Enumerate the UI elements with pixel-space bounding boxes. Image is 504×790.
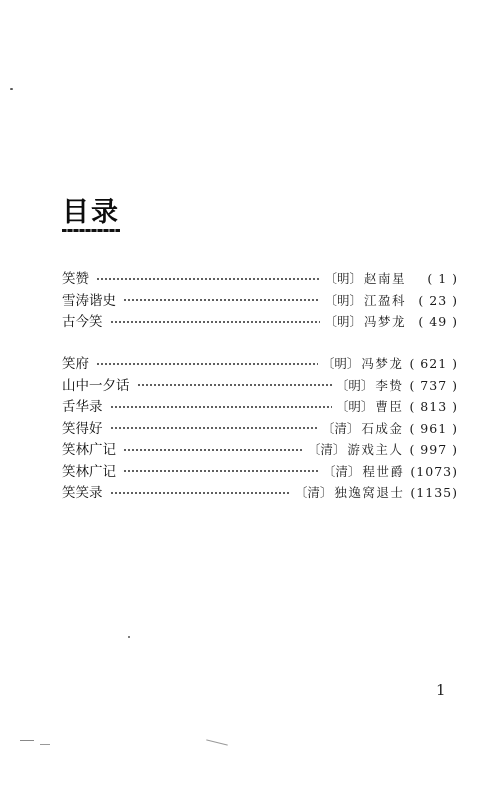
entry-page: ( 737 ) [409, 377, 458, 393]
entry-title: 笑得好 [62, 420, 103, 437]
toc-entry[interactable] [62, 396, 458, 418]
toc-group-1 [62, 268, 458, 333]
entry-dynasty: 〔明〕 [324, 292, 362, 308]
toc-entry[interactable] [62, 268, 458, 290]
entry-dynasty: 〔明〕 [335, 399, 374, 414]
entry-author: 游戏主人 [347, 442, 404, 457]
entry-title: 笑府 [62, 356, 89, 372]
dot-leader [123, 468, 319, 474]
entry-dynasty: 〔清〕 [307, 442, 346, 457]
entry-dynasty: 〔明〕 [324, 271, 362, 286]
scan-speck [20, 740, 34, 741]
entry-title: 古今笑 [62, 314, 103, 330]
dot-leader [110, 425, 318, 431]
dot-leader [123, 447, 304, 453]
entry-dynasty: 〔清〕 [294, 485, 333, 500]
page-title: 目录 [62, 197, 120, 228]
toc-entry[interactable] [62, 461, 458, 483]
entry-author: 曹臣 [375, 399, 404, 414]
entry-title: 笑林广记 [62, 463, 116, 480]
toc-entry[interactable] [62, 418, 458, 440]
entry-page: (1073) [410, 463, 458, 479]
toc-group-2 [62, 353, 458, 504]
scan-speck [10, 88, 13, 90]
dot-leader [96, 276, 320, 282]
entry-title: 笑林广记 [62, 442, 116, 458]
entry-page: (1135) [410, 485, 458, 500]
toc-entry[interactable] [62, 311, 458, 333]
entry-page: ( 961 ) [409, 420, 458, 436]
entry-title: 雪涛谐史 [62, 292, 116, 309]
dot-leader [96, 361, 318, 367]
dot-leader [110, 319, 321, 325]
scan-speck [128, 636, 130, 638]
entry-page: ( 23 ) [418, 292, 458, 308]
toc-entry[interactable] [62, 439, 458, 461]
entry-author: 独逸窝退士 [334, 485, 405, 500]
entry-dynasty: 〔明〕 [321, 356, 360, 371]
entry-dynasty: 〔清〕 [321, 420, 360, 436]
entry-dynasty: 〔清〕 [322, 463, 361, 479]
entry-page: ( 621 ) [409, 356, 458, 371]
toc-entry[interactable] [62, 290, 458, 312]
dot-leader [110, 490, 291, 496]
toc-entry[interactable] [62, 482, 458, 504]
title-underline [62, 229, 120, 232]
entry-author: 赵南星 [363, 271, 406, 286]
toc-entry[interactable] [62, 375, 458, 397]
entry-author: 冯梦龙 [363, 314, 406, 329]
entry-title: 舌华录 [62, 399, 103, 415]
page-number: 1 [436, 681, 446, 699]
dot-leader [123, 297, 320, 303]
scan-speck [206, 739, 228, 745]
entry-page: ( 1 ) [427, 271, 458, 286]
entry-author: 江盈科 [363, 292, 406, 308]
entry-title: 山中一夕话 [62, 377, 130, 394]
entry-dynasty: 〔明〕 [335, 377, 374, 393]
entry-author: 李贽 [375, 377, 404, 393]
entry-author: 冯梦龙 [361, 356, 404, 371]
entry-page: ( 813 ) [409, 399, 458, 414]
entry-title: 笑赞 [62, 271, 89, 287]
entry-author: 石成金 [361, 420, 404, 436]
entry-author: 程世爵 [362, 463, 405, 479]
scan-speck [40, 744, 50, 745]
entry-page: ( 997 ) [409, 442, 458, 457]
toc-entry[interactable] [62, 353, 458, 375]
dot-leader [137, 382, 332, 388]
dot-leader [110, 404, 332, 410]
entry-dynasty: 〔明〕 [324, 314, 362, 329]
entry-title: 笑笑录 [62, 485, 103, 501]
entry-page: ( 49 ) [418, 314, 458, 329]
